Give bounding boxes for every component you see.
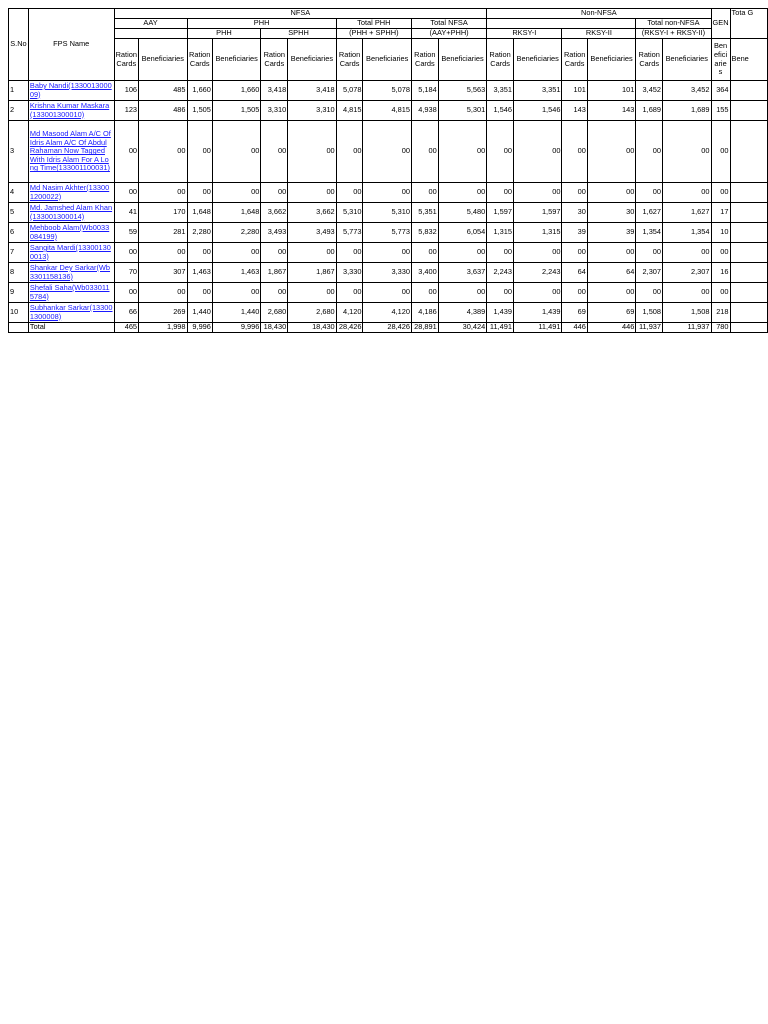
row-value: 3,330 bbox=[336, 263, 363, 283]
row-value: 1,463 bbox=[212, 263, 260, 283]
total-value: 446 bbox=[562, 323, 587, 333]
row-value: 00 bbox=[139, 183, 187, 203]
row-value: 1,354 bbox=[663, 223, 711, 243]
row-value: 00 bbox=[261, 283, 288, 303]
row-value: 00 bbox=[261, 183, 288, 203]
row-value: 00 bbox=[139, 243, 187, 263]
table-row bbox=[9, 81, 768, 101]
row-fps-name bbox=[28, 81, 114, 101]
header-ration-cards: Ration Cards bbox=[336, 39, 363, 81]
row-value: 3,418 bbox=[261, 81, 288, 101]
row-value: 307 bbox=[139, 263, 187, 283]
row-sno: 8 bbox=[9, 263, 29, 283]
row-value: 00 bbox=[212, 183, 260, 203]
header-beneficiaries: Beneficiaries bbox=[663, 39, 711, 81]
row-value: 1,627 bbox=[663, 203, 711, 223]
header-ration-cards: Ration Cards bbox=[411, 39, 438, 81]
row-value: 4,815 bbox=[336, 101, 363, 121]
total-value: 30,424 bbox=[438, 323, 486, 333]
row-value: 1,315 bbox=[513, 223, 561, 243]
row-value: 3,400 bbox=[411, 263, 438, 283]
row-value: 00 bbox=[288, 243, 336, 263]
row-value: 101 bbox=[562, 81, 587, 101]
row-value: 00 bbox=[487, 283, 514, 303]
row-value: 64 bbox=[587, 263, 635, 283]
row-value: 00 bbox=[363, 283, 411, 303]
header-beneficiaries: Beneficiaries bbox=[139, 39, 187, 81]
row-value: 00 bbox=[562, 183, 587, 203]
row-value: 143 bbox=[562, 101, 587, 121]
header-ration-cards: Ration Cards bbox=[114, 39, 139, 81]
header-beneficiaries: Beneficiaries bbox=[212, 39, 260, 81]
row-value: 00 bbox=[288, 183, 336, 203]
row-value: 5,310 bbox=[363, 203, 411, 223]
row-value: 2,243 bbox=[487, 263, 514, 283]
row-value: 3,452 bbox=[636, 81, 663, 101]
total-label: Total bbox=[28, 323, 114, 333]
header-beneficiaries: Beneficiaries bbox=[587, 39, 635, 81]
row-value: 00 bbox=[636, 283, 663, 303]
row-value: 485 bbox=[139, 81, 187, 101]
row-sno: 7 bbox=[9, 243, 29, 263]
row-value: 00 bbox=[513, 121, 561, 183]
total-value: 11,491 bbox=[487, 323, 514, 333]
row-value: 364 bbox=[711, 81, 730, 101]
row-value: 5,773 bbox=[363, 223, 411, 243]
row-value: 4,186 bbox=[411, 303, 438, 323]
total-value: 9,996 bbox=[212, 323, 260, 333]
row-grand-total-cell bbox=[730, 81, 767, 101]
header-ration-cards: Ration Cards bbox=[636, 39, 663, 81]
row-fps-name bbox=[28, 203, 114, 223]
row-value: 00 bbox=[363, 183, 411, 203]
row-grand-total-cell bbox=[730, 121, 767, 183]
total-grand-cell bbox=[730, 323, 767, 333]
row-value: 17 bbox=[711, 203, 730, 223]
row-value: 00 bbox=[212, 283, 260, 303]
row-value: 00 bbox=[487, 183, 514, 203]
row-value: 30 bbox=[562, 203, 587, 223]
row-value: 00 bbox=[513, 283, 561, 303]
fps-name-link[interactable]: Md Nasim Akhter(133001200022) bbox=[29, 182, 110, 201]
header-aay: AAY bbox=[114, 19, 187, 29]
row-value: 3,662 bbox=[261, 203, 288, 223]
header-phh: PHH bbox=[187, 29, 261, 39]
fps-name-link[interactable]: Md. Jamshed Alam Khan(133001300014) bbox=[29, 202, 113, 221]
total-sno-cell bbox=[9, 323, 29, 333]
row-value: 1,660 bbox=[212, 81, 260, 101]
row-value: 3,351 bbox=[487, 81, 514, 101]
total-value: 28,891 bbox=[411, 323, 438, 333]
fps-report bbox=[8, 8, 768, 333]
row-value: 66 bbox=[114, 303, 139, 323]
total-value: 28,426 bbox=[363, 323, 411, 333]
row-value: 3,310 bbox=[288, 101, 336, 121]
row-value: 00 bbox=[438, 283, 486, 303]
row-value: 218 bbox=[711, 303, 730, 323]
row-value: 00 bbox=[587, 283, 635, 303]
row-value: 5,351 bbox=[411, 203, 438, 223]
row-value: 00 bbox=[212, 121, 260, 183]
row-value: 00 bbox=[411, 243, 438, 263]
fps-table bbox=[8, 8, 768, 333]
row-value: 1,546 bbox=[487, 101, 514, 121]
row-sno: 4 bbox=[9, 183, 29, 203]
header-total-phh-sub: (PHH + SPHH) bbox=[336, 29, 411, 39]
row-value: 00 bbox=[114, 183, 139, 203]
row-sno: 10 bbox=[9, 303, 29, 323]
row-value: 1,627 bbox=[636, 203, 663, 223]
row-grand-total-cell bbox=[730, 183, 767, 203]
row-value: 00 bbox=[114, 283, 139, 303]
row-fps-name bbox=[28, 183, 114, 203]
fps-name-link[interactable]: Subhankar Sarkar(133001300008) bbox=[29, 302, 113, 321]
row-value: 00 bbox=[711, 243, 730, 263]
row-value: 00 bbox=[562, 243, 587, 263]
row-value: 16 bbox=[711, 263, 730, 283]
fps-name-link[interactable]: Sangita Mardi(133001300013) bbox=[29, 242, 111, 261]
row-value: 00 bbox=[288, 283, 336, 303]
header-rksy1: RKSY-I bbox=[487, 29, 562, 39]
row-sno: 6 bbox=[9, 223, 29, 243]
total-value: 465 bbox=[114, 323, 139, 333]
row-value: 00 bbox=[336, 283, 363, 303]
row-value: 00 bbox=[487, 243, 514, 263]
total-value: 11,491 bbox=[513, 323, 561, 333]
row-value: 69 bbox=[587, 303, 635, 323]
row-value: 00 bbox=[438, 121, 486, 183]
row-fps-name bbox=[28, 121, 114, 183]
row-value: 5,184 bbox=[411, 81, 438, 101]
row-value: 1,508 bbox=[636, 303, 663, 323]
row-value: 5,078 bbox=[363, 81, 411, 101]
row-value: 59 bbox=[114, 223, 139, 243]
row-grand-total-cell bbox=[730, 203, 767, 223]
row-value: 2,280 bbox=[212, 223, 260, 243]
row-grand-total-cell bbox=[730, 303, 767, 323]
row-value: 1,505 bbox=[187, 101, 212, 121]
table-row bbox=[9, 223, 768, 243]
row-value: 00 bbox=[562, 121, 587, 183]
row-value: 3,351 bbox=[513, 81, 561, 101]
row-value: 4,389 bbox=[438, 303, 486, 323]
header-sno: S.No bbox=[9, 9, 29, 81]
row-value: 00 bbox=[438, 183, 486, 203]
row-value: 39 bbox=[562, 223, 587, 243]
header-total-phh: Total PHH bbox=[336, 19, 411, 29]
row-value: 1,546 bbox=[513, 101, 561, 121]
header-aay-blank bbox=[114, 29, 187, 39]
total-value: 780 bbox=[711, 323, 730, 333]
header-ration-cards: Ration Cards bbox=[562, 39, 587, 81]
row-value: 00 bbox=[663, 183, 711, 203]
row-grand-total-cell bbox=[730, 101, 767, 121]
row-value: 5,078 bbox=[336, 81, 363, 101]
header-phh-group: PHH bbox=[187, 19, 336, 29]
header-total-nfsa-sub: (AAY+PHH) bbox=[411, 29, 486, 39]
row-value: 1,505 bbox=[212, 101, 260, 121]
row-value: 3,310 bbox=[261, 101, 288, 121]
row-sno: 1 bbox=[9, 81, 29, 101]
row-value: 5,301 bbox=[438, 101, 486, 121]
row-value: 106 bbox=[114, 81, 139, 101]
row-value: 2,307 bbox=[663, 263, 711, 283]
row-fps-name bbox=[28, 303, 114, 323]
row-value: 4,815 bbox=[363, 101, 411, 121]
row-value: 00 bbox=[711, 183, 730, 203]
row-sno: 3 bbox=[9, 121, 29, 183]
row-value: 00 bbox=[114, 243, 139, 263]
row-value: 00 bbox=[411, 183, 438, 203]
row-sno: 2 bbox=[9, 101, 29, 121]
table-row bbox=[9, 121, 768, 183]
row-value: 1,440 bbox=[212, 303, 260, 323]
row-value: 41 bbox=[114, 203, 139, 223]
header-gen: GEN bbox=[711, 9, 730, 39]
row-value: 00 bbox=[711, 283, 730, 303]
row-value: 5,310 bbox=[336, 203, 363, 223]
row-value: 1,597 bbox=[513, 203, 561, 223]
header-nfsa: NFSA bbox=[114, 9, 487, 19]
row-value: 2,243 bbox=[513, 263, 561, 283]
row-value: 00 bbox=[261, 121, 288, 183]
row-value: 00 bbox=[187, 121, 212, 183]
row-value: 00 bbox=[336, 243, 363, 263]
row-value: 00 bbox=[587, 243, 635, 263]
row-value: 1,867 bbox=[288, 263, 336, 283]
row-value: 1,689 bbox=[663, 101, 711, 121]
row-value: 2,307 bbox=[636, 263, 663, 283]
row-value: 5,563 bbox=[438, 81, 486, 101]
row-value: 5,773 bbox=[336, 223, 363, 243]
row-value: 5,832 bbox=[411, 223, 438, 243]
row-value: 00 bbox=[513, 183, 561, 203]
row-value: 3,662 bbox=[288, 203, 336, 223]
table-row bbox=[9, 283, 768, 303]
row-value: 00 bbox=[663, 283, 711, 303]
total-value: 18,430 bbox=[261, 323, 288, 333]
header-ration-cards: Ration Cards bbox=[487, 39, 514, 81]
row-value: 00 bbox=[187, 283, 212, 303]
row-value: 00 bbox=[587, 183, 635, 203]
row-value: 1,597 bbox=[487, 203, 514, 223]
row-value: 1,689 bbox=[636, 101, 663, 121]
row-value: 00 bbox=[261, 243, 288, 263]
row-value: 00 bbox=[438, 243, 486, 263]
row-value: 1,439 bbox=[487, 303, 514, 323]
row-fps-name bbox=[28, 283, 114, 303]
row-value: 2,280 bbox=[187, 223, 212, 243]
row-value: 4,120 bbox=[336, 303, 363, 323]
header-rksy2: RKSY-II bbox=[562, 29, 636, 39]
header-sphh: SPHH bbox=[261, 29, 336, 39]
total-value: 18,430 bbox=[288, 323, 336, 333]
total-value: 11,937 bbox=[663, 323, 711, 333]
row-value: 6,054 bbox=[438, 223, 486, 243]
row-value: 00 bbox=[411, 121, 438, 183]
header-ration-cards: Ration Cards bbox=[261, 39, 288, 81]
row-value: 3,637 bbox=[438, 263, 486, 283]
row-value: 4,938 bbox=[411, 101, 438, 121]
row-value: 4,120 bbox=[363, 303, 411, 323]
row-value: 00 bbox=[363, 243, 411, 263]
row-value: 00 bbox=[212, 243, 260, 263]
row-sno: 5 bbox=[9, 203, 29, 223]
fps-name-link[interactable]: Shankar Dey Sarkar(Wb3301158136) bbox=[29, 262, 111, 281]
row-value: 00 bbox=[562, 283, 587, 303]
header-beneficiaries: Beneficiaries bbox=[513, 39, 561, 81]
table-row bbox=[9, 203, 768, 223]
table-row bbox=[9, 183, 768, 203]
row-value: 64 bbox=[562, 263, 587, 283]
row-value: 00 bbox=[636, 243, 663, 263]
row-fps-name bbox=[28, 101, 114, 121]
row-value: 70 bbox=[114, 263, 139, 283]
row-value: 00 bbox=[587, 121, 635, 183]
row-value: 00 bbox=[363, 121, 411, 183]
row-value: 00 bbox=[336, 183, 363, 203]
row-value: 00 bbox=[187, 243, 212, 263]
row-grand-total-cell bbox=[730, 223, 767, 243]
header-total-non-nfsa: Total non-NFSA bbox=[636, 19, 711, 29]
row-value: 1,439 bbox=[513, 303, 561, 323]
row-value: 3,452 bbox=[663, 81, 711, 101]
table-row bbox=[9, 303, 768, 323]
row-value: 1,508 bbox=[663, 303, 711, 323]
row-value: 269 bbox=[139, 303, 187, 323]
header-beneficiaries: Beneficiaries bbox=[288, 39, 336, 81]
row-fps-name bbox=[28, 243, 114, 263]
row-value: 1,648 bbox=[187, 203, 212, 223]
row-value: 5,480 bbox=[438, 203, 486, 223]
row-value: 00 bbox=[288, 121, 336, 183]
row-value: 00 bbox=[114, 121, 139, 183]
header-gen-beneficiaries: Ben efici arie s bbox=[711, 39, 730, 81]
fps-name-link[interactable]: Krishna Kumar Maskara(133001300010) bbox=[29, 100, 110, 119]
total-value: 11,937 bbox=[636, 323, 663, 333]
header-total-non-nfsa-sub: (RKSY-I + RKSY-II) bbox=[636, 29, 711, 39]
row-value: 170 bbox=[139, 203, 187, 223]
row-value: 00 bbox=[411, 283, 438, 303]
row-value: 00 bbox=[636, 183, 663, 203]
row-value: 486 bbox=[139, 101, 187, 121]
row-sno: 9 bbox=[9, 283, 29, 303]
row-value: 39 bbox=[587, 223, 635, 243]
row-value: 00 bbox=[636, 121, 663, 183]
row-value: 155 bbox=[711, 101, 730, 121]
row-value: 281 bbox=[139, 223, 187, 243]
header-fps-name: FPS Name bbox=[28, 9, 114, 81]
row-value: 00 bbox=[187, 183, 212, 203]
total-row bbox=[9, 323, 768, 333]
row-value: 2,680 bbox=[288, 303, 336, 323]
row-value: 143 bbox=[587, 101, 635, 121]
row-value: 3,493 bbox=[261, 223, 288, 243]
row-fps-name bbox=[28, 223, 114, 243]
total-value: 1,998 bbox=[139, 323, 187, 333]
total-value: 9,996 bbox=[187, 323, 212, 333]
row-value: 1,354 bbox=[636, 223, 663, 243]
row-value: 1,463 bbox=[187, 263, 212, 283]
row-value: 00 bbox=[663, 243, 711, 263]
row-value: 2,680 bbox=[261, 303, 288, 323]
row-value: 1,440 bbox=[187, 303, 212, 323]
row-grand-total-cell bbox=[730, 263, 767, 283]
row-value: 00 bbox=[139, 121, 187, 183]
row-value: 30 bbox=[587, 203, 635, 223]
header-grand-beneficiaries: Bene bbox=[730, 39, 767, 81]
row-value: 00 bbox=[513, 243, 561, 263]
fps-name-link[interactable]: Md Masood Alam A/C Of Idris Alam A/C Of Abdul Rahaman Now Tagged With Idris Alam For A Long Time(133001100031) bbox=[29, 129, 111, 173]
table-row bbox=[9, 243, 768, 263]
row-value: 3,493 bbox=[288, 223, 336, 243]
row-value: 1,867 bbox=[261, 263, 288, 283]
row-value: 00 bbox=[487, 121, 514, 183]
header-ration-cards: Ration Cards bbox=[187, 39, 212, 81]
row-value: 1,660 bbox=[187, 81, 212, 101]
fps-name-link[interactable]: Baby Nandi(133001300009) bbox=[29, 80, 112, 99]
row-value: 1,315 bbox=[487, 223, 514, 243]
row-fps-name bbox=[28, 263, 114, 283]
row-value: 123 bbox=[114, 101, 139, 121]
table-row bbox=[9, 101, 768, 121]
total-value: 446 bbox=[587, 323, 635, 333]
row-grand-total-cell bbox=[730, 283, 767, 303]
header-subcolumns bbox=[9, 39, 768, 81]
row-grand-total-cell bbox=[730, 243, 767, 263]
header-grand-total: Tota G bbox=[730, 9, 767, 39]
header-non-nfsa: Non-NFSA bbox=[487, 9, 711, 19]
total-value: 28,426 bbox=[336, 323, 363, 333]
row-value: 69 bbox=[562, 303, 587, 323]
table-row bbox=[9, 263, 768, 283]
row-value: 00 bbox=[139, 283, 187, 303]
row-value: 3,418 bbox=[288, 81, 336, 101]
row-value: 3,330 bbox=[363, 263, 411, 283]
header-beneficiaries: Beneficiaries bbox=[438, 39, 486, 81]
row-value: 101 bbox=[587, 81, 635, 101]
row-value: 00 bbox=[336, 121, 363, 183]
row-value: 1,648 bbox=[212, 203, 260, 223]
row-value: 10 bbox=[711, 223, 730, 243]
fps-name-link[interactable]: Mehboob Alam(Wb0033084199) bbox=[29, 222, 110, 241]
header-rksy-blank bbox=[487, 19, 636, 29]
header-beneficiaries: Beneficiaries bbox=[363, 39, 411, 81]
fps-name-link[interactable]: Shefali Saha(Wb0330115784) bbox=[29, 282, 110, 301]
row-value: 00 bbox=[663, 121, 711, 183]
header-total-nfsa: Total NFSA bbox=[411, 19, 486, 29]
row-value: 00 bbox=[711, 121, 730, 183]
